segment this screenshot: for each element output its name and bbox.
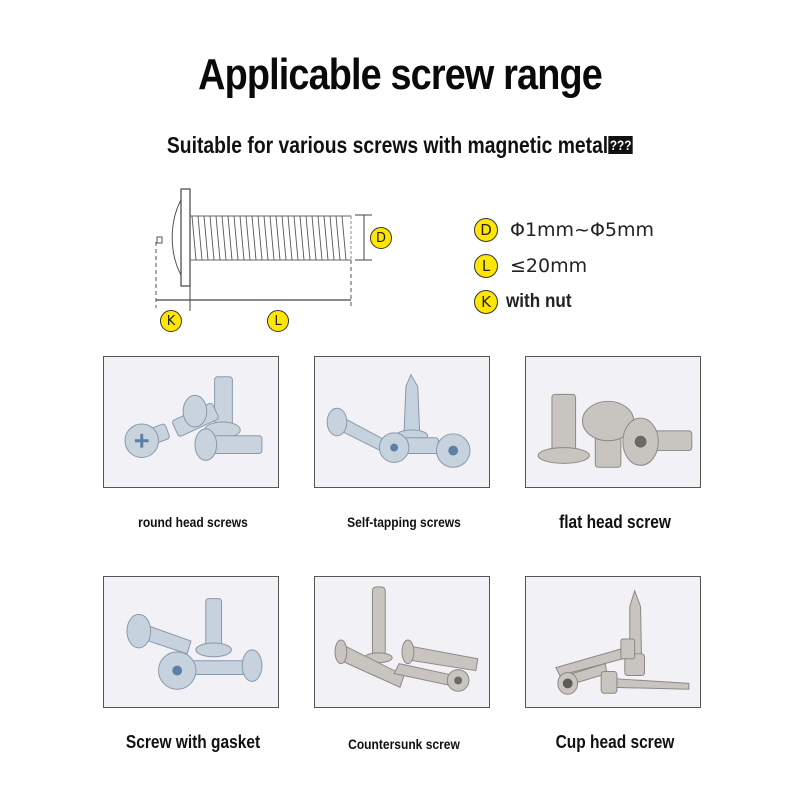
spec-badge: K bbox=[474, 290, 498, 314]
page-title: Applicable screw range bbox=[198, 50, 602, 99]
spec-row-head bbox=[474, 284, 654, 320]
page-subtitle bbox=[64, 132, 736, 159]
product-caption: Countersunk screw bbox=[348, 736, 460, 752]
product-photo bbox=[314, 356, 490, 488]
screw-dimension-diagram bbox=[140, 180, 410, 340]
flat-head-screws-icon bbox=[526, 357, 700, 487]
garbled-glyphs: ??? bbox=[609, 137, 632, 153]
cup-head-screws-icon bbox=[526, 577, 700, 707]
subtitle-text: Suitable for various screws with magnetic metal bbox=[166, 132, 609, 158]
product-caption: flat head screw bbox=[559, 512, 671, 532]
dimension-badge-d: D bbox=[370, 227, 392, 249]
screw-with-gasket-icon bbox=[104, 577, 278, 707]
product-caption: round head screws bbox=[138, 514, 248, 530]
spec-value: ≤20mm bbox=[510, 255, 588, 277]
product-caption: Cup head screw bbox=[555, 732, 675, 752]
product-photo bbox=[103, 576, 279, 708]
spec-badge: D bbox=[474, 218, 498, 242]
dimension-badge-l: L bbox=[267, 310, 289, 332]
round-head-screws-icon bbox=[104, 357, 278, 487]
spec-value: with nut bbox=[506, 291, 572, 312]
product-photo bbox=[103, 356, 279, 488]
spec-badge: L bbox=[474, 254, 498, 278]
spec-list bbox=[474, 212, 654, 320]
dimension-badge-k: K bbox=[160, 310, 182, 332]
countersunk-screws-icon bbox=[315, 577, 489, 707]
spec-row-length bbox=[474, 248, 654, 284]
product-photo bbox=[525, 576, 701, 708]
product-caption: Self-tapping screws bbox=[347, 514, 461, 530]
self-tapping-screws-icon bbox=[315, 357, 489, 487]
spec-row-diameter bbox=[474, 212, 654, 248]
product-caption: Screw with gasket bbox=[125, 732, 261, 752]
spec-value: Φ1mm~Φ5mm bbox=[510, 219, 655, 241]
product-photo bbox=[525, 356, 701, 488]
product-photo bbox=[314, 576, 490, 708]
